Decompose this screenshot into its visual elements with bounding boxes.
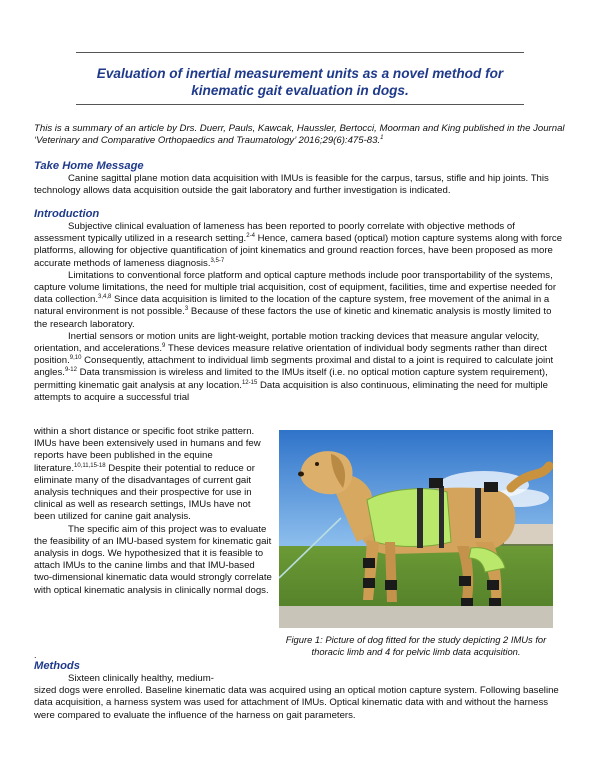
title-line-2: kinematic gait evaluation in dogs. [191,83,409,98]
article-title [60,65,540,99]
imu-sensor [461,598,473,606]
methods-section [34,660,566,722]
harness-strap [439,486,444,548]
intro-left-column [34,426,272,597]
methods-paragraph-1-start: Sixteen clinically healthy, medium- [68,673,214,684]
dog-nose [298,472,304,477]
take-home-heading: Take Home Message [34,160,144,172]
imu-sensor [363,578,375,588]
intro-paragraph-2: Limitations to conventional force platform and optical capture methods include poor transportability of the systems, capture volume limitations, the need for multiple trial acquisition, cost of equipment, facilities, time and expertise needed for data collection.$^{3,4,8}$ Since data acquisition is limited to the location of the capture system, free movement of the animal in a natural environment is not possible.$^3$ Because of these factors the use of kinetic and kinematic analysis is mostly limited to the research laboratory. [34,269,557,330]
dog-harness [367,489,451,547]
methods-heading: Methods [34,660,80,672]
title-bottom-rule [76,104,524,105]
imu-sensor [489,598,501,606]
take-home-section [34,160,566,197]
dog-eye [315,462,319,466]
stray-dot: . [34,650,37,660]
intro-paragraph-3: Inertial sensors or motion units are light-weight, portable motion tracking devices that measure angular velocity, orientation, and accelerations.$^9$ These devices measure relative orientation of individual body segments rather than direct position.$^{9,10}$ Consequently, attachment to individual limb segments proximal and distal to a joint is required to calculate joint angles.$^{9-12}$ Data transmission is wireless and limited to the IMUs itself (i.e. no optical motion capture system requirement), permitting kinematic gait analysis at any location.$^{12-15}$ Data acquisition is also continuous, eliminating the need for multiple attempts to acquire a successful trial [34,330,554,403]
harness-strap [475,488,481,538]
methods-paragraph-1: sized dogs were enrolled. Baseline kinematic data was acquired using an optical motion capture system. Following baseline data acquisition, a harness system was used for attachment of IMUs. Optical kinematic data with and without the harness were compared to evaluate the influence of the harness on gait parameters. [34,685,559,721]
introduction-heading: Introduction [34,208,100,220]
title-line-1: Evaluation of inertial measurement units as a novel method for [96,66,504,81]
intro-paragraph-1: Subjective clinical evaluation of lameness has been reported to poorly correlate with objective methods of assessment typically utilized in a research setting.$^{2-4}$ Hence, camera based (optical) motion capture systems along with force platforms, allowing for objective quantification of joint kinematics and ground reaction forces, have been proposed as more accurate methods of lameness diagnosis.$^{3,5-7}$ [34,221,563,269]
top-rule [76,52,524,53]
introduction-section [34,208,566,404]
intro-paragraph-3-continued: within a short distance or specific foot strike pattern. IMUs have been extensively used in humans and few reports have been published in the equine literature.$^{10,11,15-18}$ Despite their potential to reduce or eliminate many of the disadvantages of current gait analysis techniques and their prospective for use in clinical as well as research settings, IMUs have not been utilized for canine gait analysis. [34,426,261,523]
imu-sensor [484,482,498,492]
imu-sensor [363,558,375,568]
dog-photo [279,430,553,628]
article-summary [34,123,566,147]
imu-sensor [429,478,443,488]
dog-photo-illustration [279,430,553,628]
summary-reference: 1 [380,135,384,142]
take-home-text: Canine sagittal plane motion data acquisition with IMUs is feasible for the carpus, tarsus, stifle and hip joints. This technology allows data acquisition outside the gait laboratory and further investigation is indicated. [34,173,549,197]
front-leg-right [385,542,397,602]
imu-sensor [385,580,397,590]
intro-paragraph-4: The specific aim of this project was to evaluate the feasibility of an IMU-based system for kinematic gait analysis in dogs. We hypothesized that it is feasible to attach IMUs to the canine limbs and that IMU-based two-dimensional kinematic data would strongly correlate with optical kinematic analysis in clinically normal dogs. [34,523,272,596]
sidewalk [279,606,553,628]
harness-strap [417,488,423,548]
figure-caption: Figure 1: Picture of dog fitted for the study depicting 2 IMUs for thoracic limb and 4 for pelvic limb data acquisition. [285,634,547,657]
imu-sensor [459,576,471,586]
imu-sensor [487,580,499,590]
summary-text: This is a summary of an article by Drs. Duerr, Pauls, Kawcak, Haussler, Bertocci, Moorman and King published in the Journal ‘Veterinary and Comparative Orthopaedics and Traumatology’ 2016;29(6):475-83. [34,123,565,147]
